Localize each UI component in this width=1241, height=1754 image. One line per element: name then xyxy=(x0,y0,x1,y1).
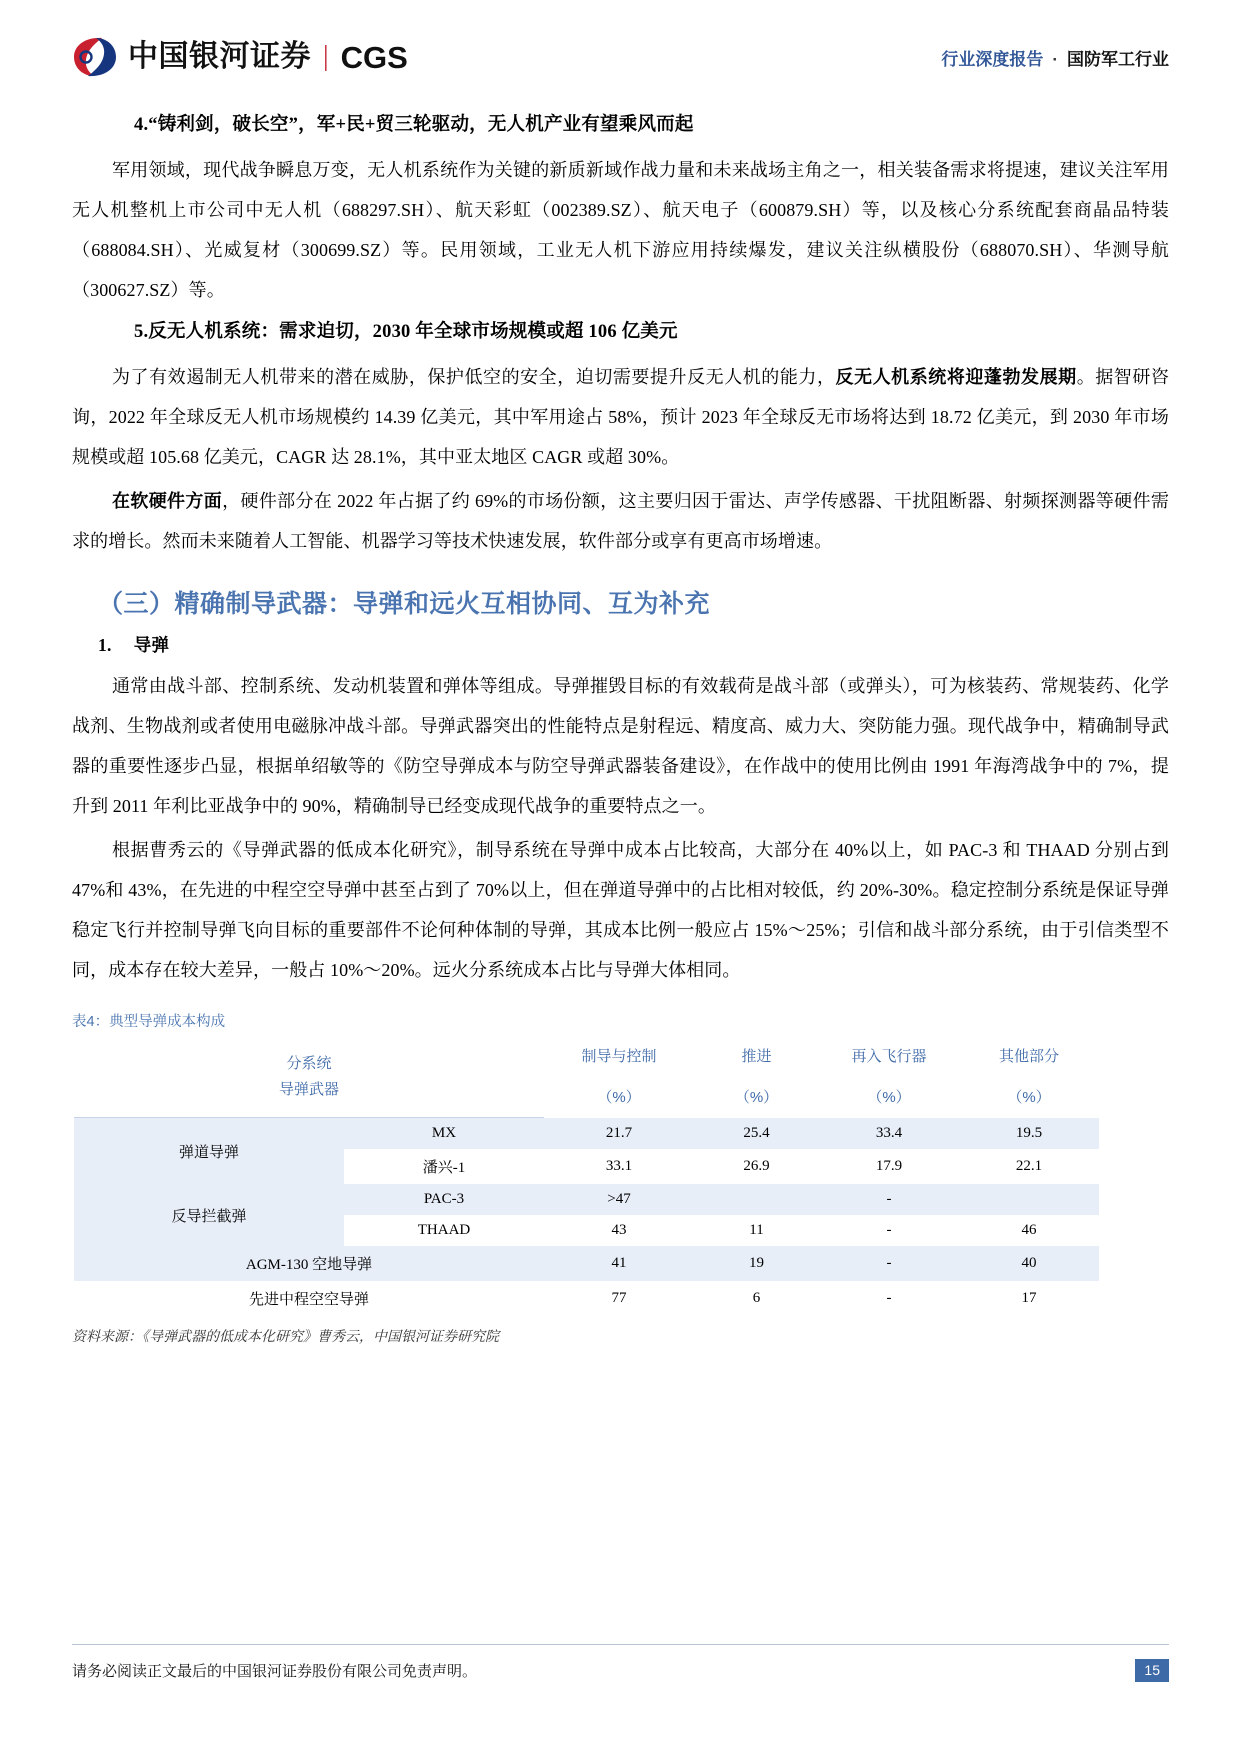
table-cell-reentry: - xyxy=(819,1246,959,1281)
paragraph-drone-industry: 军用领域，现代战争瞬息万变，无人机系统作为关键的新质新域作战力量和未来战场主角之一，相关装备需求将提速，建议关注军用无人机整机上市公司中无人机（688297.SH）、航天彩虹（002389.SZ）、航天电子（600879.SH）等，以及核心分系统配套商晶品特装（688084.SH）、光威复材（300699.SZ）等。民用领域，工业无人机下游应用持续爆发，建议关注纵横股份（688070.SH）、华测导航（300627.SZ）等。 xyxy=(72,160,1169,300)
table-cell-reentry: 33.4 xyxy=(819,1118,959,1150)
brand-abbreviation: CGS xyxy=(340,39,408,75)
heading-4: 4.“铸利剑，破长空”，军+民+贸三轮驱动，无人机产业有望乘风而起 xyxy=(134,115,694,135)
table-cell-guidance: >47 xyxy=(544,1184,694,1215)
table-cell-propulsion: 6 xyxy=(694,1281,819,1316)
paragraph-software-hardware xyxy=(72,482,1169,562)
para2-part-a: 为了有效遏制无人机带来的潜在威胁，保护低空的安全，迫切需要提升反无人机的能力， xyxy=(112,367,836,388)
heading-5: 5.反无人机系统：需求迫切，2030 年全球市场规模或超 106 亿美元 xyxy=(134,321,678,342)
industry-label: 国防军工行业 xyxy=(1067,49,1169,69)
table-cell-other: 22.1 xyxy=(959,1149,1099,1184)
table-cell-reentry: - xyxy=(819,1215,959,1246)
table-cell-guidance: 21.7 xyxy=(544,1118,694,1150)
table-header-col-4: 其他部分 xyxy=(959,1037,1099,1077)
table-row xyxy=(74,1281,1099,1316)
table-cell-propulsion: 11 xyxy=(694,1215,819,1246)
para2-bold-emphasis: 反无人机系统将迎蓬勃发展期 xyxy=(835,367,1077,388)
table-header-col-2: 推进 xyxy=(694,1037,819,1077)
table-row xyxy=(74,1246,1099,1281)
table-cell-guidance: 33.1 xyxy=(544,1149,694,1184)
table-header-col-1: 制导与控制 xyxy=(544,1037,694,1077)
table-header-col-3: 再入飞行器 xyxy=(819,1037,959,1077)
table-header-unit-4: （%） xyxy=(959,1078,1099,1118)
table-cell-guidance: 43 xyxy=(544,1215,694,1246)
section-heading-three: （三）精确制导武器：导弹和远火互相协同、互为补充 xyxy=(98,590,711,618)
paragraph-missile-cost: 根据曹秀云的《导弹武器的低成本化研究》，制导系统在导弹中成本占比较高，大部分在 40%以上，如 PAC-3 和 THAAD 分别占到 47%和 43%，在先进的中程空空导弹中甚至占到了 70%以上，但在弹道导弹中的占比相对较低，约 20%-30%。稳定控制分系统是保证导弹稳定飞行并控制导弹飞向目标的重要部件不论何种体制的导弹，其成本比例一般应占 15%～25%；引信和战斗部分系统，由于引信类型不同，成本存在较大差异，一般占 10%～20%。远火分系统成本占比与导弹大体相同。 xyxy=(72,839,1169,980)
table-row-group-interceptor: 反导拦截弹 xyxy=(74,1184,344,1246)
brand-logo xyxy=(72,35,408,79)
table-cell-item: 潘兴-1 xyxy=(344,1149,544,1184)
para2-part-b: 。据智研咨询，2022 年全球反无人机市场规模约 14.39 亿美元，其中军用途占 58%，预计 2023 年全球反无市场将达到 18.72 亿美元，到 2030 年市场规模或超 105.68 亿美元，CAGR 达 28.1%，其中亚太地区 CAGR 或超 30%。 xyxy=(72,367,1169,467)
table-cell-other: 17 xyxy=(959,1281,1099,1316)
table-cell-propulsion: 25.4 xyxy=(694,1118,819,1150)
brand-name-cn: 中国银河证券 xyxy=(128,40,311,73)
table-row xyxy=(74,1184,1099,1215)
table-header-corner xyxy=(74,1037,544,1118)
paragraph-missile-composition: 通常由战斗部、控制系统、发动机装置和弹体等组成。导弹摧毁目标的有效载荷是战斗部（或弹头），可为核装药、常规装药、化学战剂、生物战剂或者使用电磁脉冲战斗部。导弹武器突出的性能特点是射程远、精度高、威力大、突防能力强。现代战争中，精确制导武器的重要性逐步凸显，根据单绍敏等的《防空导弹成本与防空导弹武器装备建设》，在作战中的使用比例由 1991 年海湾战争中的 7%，提升到 2011 年利比亚战争中的 90%，精确制导已经变成现代战争的重要特点之一。 xyxy=(72,675,1169,816)
table-cell-reentry: - xyxy=(819,1281,959,1316)
table-header-subsystem: 分系统 xyxy=(286,1055,332,1073)
cgs-swirl-logo-icon xyxy=(72,35,118,79)
table-source: 资料来源：《导弹武器的低成本化研究》曹秀云，中国银河证券研究院 xyxy=(72,1328,499,1345)
footer-disclaimer: 请务必阅读正文最后的中国银河证券股份有限公司免责声明。 xyxy=(72,1663,478,1680)
table-cell-item: PAC-3 xyxy=(344,1184,544,1215)
table-cell-other: 40 xyxy=(959,1246,1099,1281)
page-header xyxy=(72,28,1169,86)
table-cell-other: 46 xyxy=(959,1215,1099,1246)
table-row-label-amraam: 先进中程空空导弹 xyxy=(74,1281,544,1316)
para3-bold-emphasis: 在软硬件方面 xyxy=(112,490,223,511)
table-header-unit-3: （%） xyxy=(819,1078,959,1118)
table-cell-other: 19.5 xyxy=(959,1118,1099,1150)
table-row-group-ballistic: 弹道导弹 xyxy=(74,1118,344,1185)
heading-missile xyxy=(72,632,1169,657)
para3-text: ，硬件部分在 2022 年占据了约 69%的市场份额，这主要归因于雷达、声学传感器、干扰阻断器、射频探测器等硬件需求的增长。然而未来随着人工智能、机器学习等技术快速发展，软件部分或享有更高市场增速。 xyxy=(72,490,1169,551)
heading-missile-text: 导弹 xyxy=(133,634,170,655)
header-report-label xyxy=(941,45,1169,70)
missile-cost-table xyxy=(74,1037,1099,1316)
table-header-missile-weapon: 导弹武器 xyxy=(279,1081,340,1099)
table-cell-item: THAAD xyxy=(344,1215,544,1246)
table-header-unit-2: （%） xyxy=(694,1078,819,1118)
table-cell-propulsion: 19 xyxy=(694,1246,819,1281)
table-cell-reentry: - xyxy=(819,1184,959,1215)
table-row xyxy=(74,1118,1099,1150)
paragraph-counter-drone-market xyxy=(72,358,1169,478)
table-cell-item: MX xyxy=(344,1118,544,1150)
header-separator-dot: · xyxy=(1052,49,1058,69)
table-row-label-agm130: AGM-130 空地导弹 xyxy=(74,1246,544,1281)
table-header-row-top xyxy=(74,1037,1099,1077)
table-cell-propulsion: 26.9 xyxy=(694,1149,819,1184)
heading-missile-number: 1. xyxy=(98,634,112,655)
table-caption: 表4：典型导弹成本构成 xyxy=(72,1014,226,1031)
table-header-unit-1: （%） xyxy=(544,1078,694,1118)
table-cell-other xyxy=(959,1184,1099,1215)
document-content xyxy=(72,108,1169,1346)
page-number-badge: 15 xyxy=(1135,1659,1169,1682)
table-cell-reentry: 17.9 xyxy=(819,1149,959,1184)
report-type-label: 行业深度报告 xyxy=(941,49,1044,69)
table-cell-propulsion xyxy=(694,1184,819,1215)
page-footer xyxy=(72,1644,1169,1682)
brand-separator: | xyxy=(323,41,329,72)
table-cell-guidance: 77 xyxy=(544,1281,694,1316)
table-cell-guidance: 41 xyxy=(544,1246,694,1281)
